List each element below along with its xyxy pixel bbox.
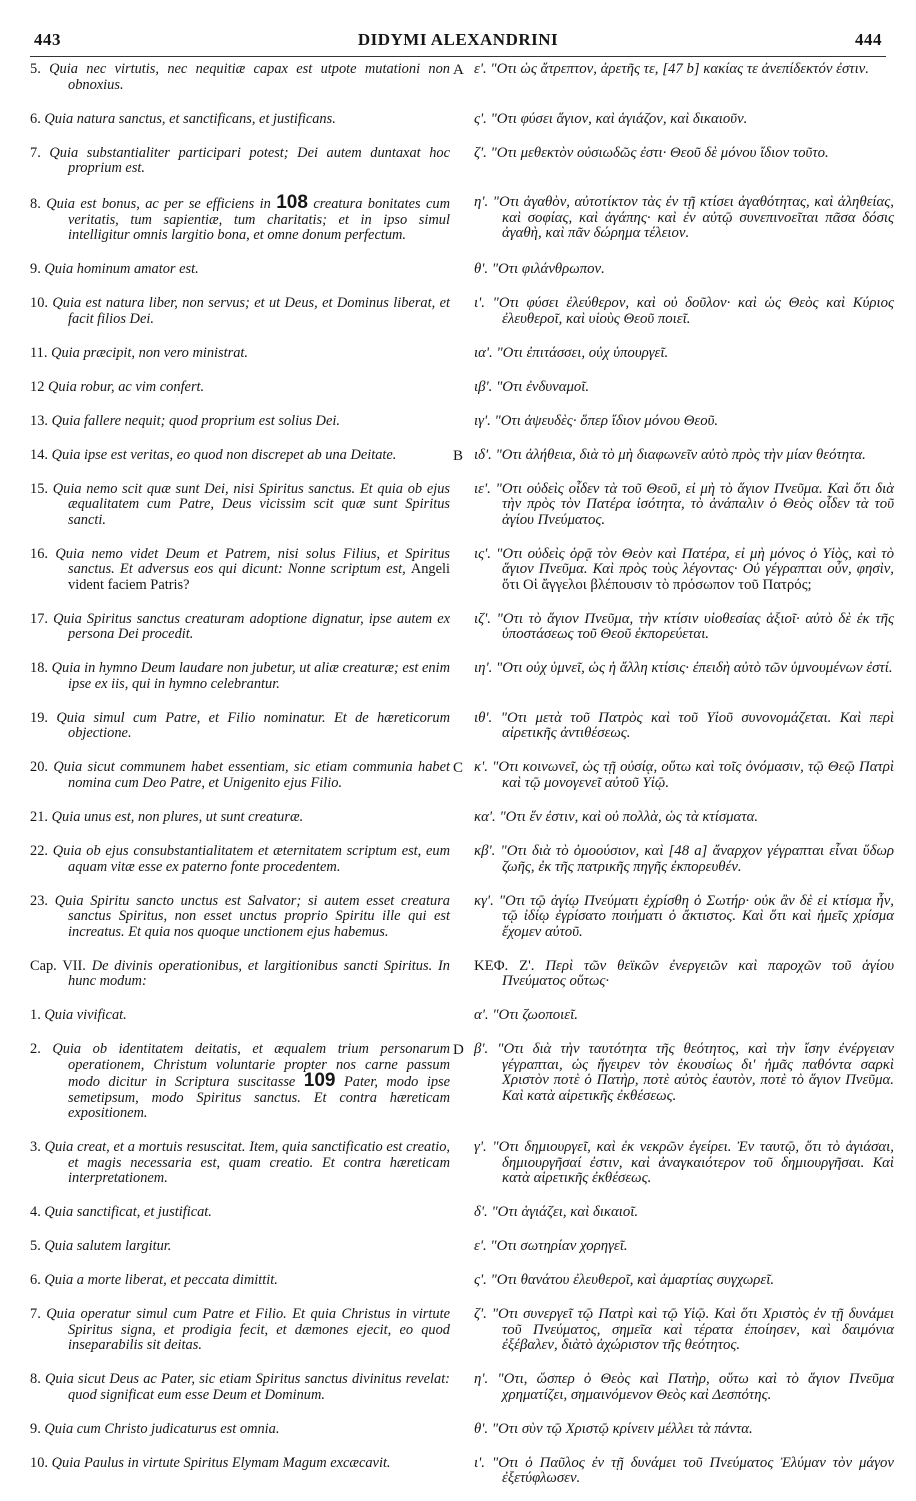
entry-row <box>30 1422 894 1438</box>
latin-entry <box>30 1456 450 1472</box>
latin-entry <box>30 612 450 643</box>
latin-entry-text: Quia natura sanctus, et sanctificans, et justificans. <box>44 110 336 127</box>
entry-row <box>30 380 894 396</box>
latin-entry-text: Quia salutem largitur. <box>44 1238 172 1255</box>
latin-entry-text: Quia a morte liberat, et peccata dimittit. <box>44 1272 278 1289</box>
greek-entry-number: ι'. <box>474 1454 485 1471</box>
latin-entry-number: 20. <box>30 759 48 776</box>
greek-entry-text: "Οτι οὐχ ὑμνεῖ, ὡς ἡ ἄλλη κτίσις· ἐπειδὴ αὐτὸ τῶν ὑμνουμένων ἐστί. <box>496 660 893 677</box>
latin-chapter-heading <box>30 959 450 990</box>
greek-entry-text: "Οτι φιλάνθρωπον. <box>491 261 605 278</box>
latin-entry-number: 5. <box>30 1238 41 1255</box>
latin-entry <box>30 894 450 941</box>
latin-entry-number: 4. <box>30 1204 41 1221</box>
greek-entry-number: ς'. <box>474 1272 487 1289</box>
latin-entry <box>30 844 450 875</box>
latin-entry <box>30 1372 450 1403</box>
latin-entry-number: 9. <box>30 1420 41 1437</box>
latin-entry <box>30 760 450 791</box>
greek-entry-number: ς'. <box>474 110 487 127</box>
latin-entry <box>30 448 450 464</box>
greek-entry-number: ε'. <box>474 1238 487 1255</box>
latin-entry-text: Quia nemo scit quæ sunt Dei, nisi Spiritus sanctus. Et quia ob ejus æqualitatem cum Patre, Deus vicissim scit quæ sunt Spiritus sancti. <box>52 480 450 528</box>
latin-entry-number: 16. <box>30 545 48 562</box>
latin-entry-number: 8. <box>30 196 41 213</box>
entry-row <box>30 448 894 464</box>
greek-entry-number: ιζ'. <box>474 610 491 627</box>
greek-entry-number: ιθ'. <box>474 709 493 726</box>
entry-row <box>30 112 894 128</box>
latin-entry-text: Quia sicut communem habet essentiam, sic etiam communia habet nomina cum Deo Patre, et Unigenito ejus Filio. <box>53 759 450 791</box>
latin-entry-number: 22. <box>30 843 48 860</box>
entry-row <box>30 346 894 362</box>
latin-entry-number: 8. <box>30 1371 41 1388</box>
entry-row <box>30 414 894 430</box>
latin-entry-number: 13. <box>30 412 48 429</box>
latin-entry-number: 17. <box>30 610 48 627</box>
greek-entry-number: ε'. <box>474 61 487 77</box>
latin-entry <box>30 346 450 362</box>
greek-entry-number: β'. <box>474 1041 489 1058</box>
latin-entry <box>30 810 450 826</box>
greek-entry-text: "Οτι οὐδεὶς οἶδεν τὰ τοῦ Θεοῦ, εἰ μὴ τὸ ἅγιον Πνεῦμα. Καὶ ὅτι διὰ τὴν πρὸς τὸν Πατέρα ἰσότητα, τὸ ἀνάπαλιν ὁ Θεὸς οἶδεν τὰ τοῦ ἁγίου Πνεύματος. <box>495 480 895 528</box>
greek-entry <box>474 1239 894 1255</box>
greek-entry <box>474 844 894 875</box>
entry-row <box>30 894 894 941</box>
entry-row <box>30 711 894 742</box>
running-header <box>30 30 886 57</box>
greek-entry <box>474 448 894 464</box>
latin-entry <box>30 146 450 177</box>
latin-entry <box>30 661 450 692</box>
greek-entry-number: ιδ'. <box>474 446 492 463</box>
entry-row <box>30 62 894 93</box>
greek-entry-number: ΚΕΦ. Ζ'. <box>474 957 535 974</box>
greek-entry <box>474 1456 894 1487</box>
greek-entry <box>474 146 894 162</box>
entry-row <box>30 1205 894 1221</box>
page-number-right: 444 <box>855 30 882 49</box>
latin-entry-number: 7. <box>30 144 41 161</box>
greek-entry-text: "Οτι σωτηρίαν χορηγεῖ. <box>490 1238 628 1255</box>
latin-entry <box>30 262 450 278</box>
entry-row <box>30 1372 894 1403</box>
latin-entry-number: 21. <box>30 809 48 825</box>
greek-entry-number: ιη'. <box>474 660 493 677</box>
latin-entry-text: Quia substantialiter participari potest; Dei autem duntaxat hoc proprium est. <box>49 144 450 177</box>
greek-entry-number: α'. <box>474 1007 489 1024</box>
latin-entry-number: 19. <box>30 709 48 726</box>
latin-entry <box>30 1205 450 1221</box>
latin-entry <box>30 1239 450 1255</box>
latin-entry-number: 7. <box>30 1306 41 1323</box>
greek-entry <box>474 810 894 826</box>
greek-entry-text: "Οτι τῷ ἁγίῳ Πνεύματι ἐχρίσθη ὁ Σωτήρ· οὐκ ἂν δὲ εἰ κτίσμα ἦν, τῷ ἰδίῳ ἐγρίσατο ποιήματι ὁ ἄκτιστος. Καὶ ὅτι καὶ ἡμεῖς χρίσμα ἔχομεν αὐτοῦ. <box>498 892 895 940</box>
greek-entry-number: ιγ'. <box>474 412 491 429</box>
entry-row <box>30 296 894 327</box>
latin-entry-text: Quia est natura liber, non servus; et ut Deus, et Dominus liberat, et facit filios Dei. <box>52 295 450 327</box>
latin-entry-text: Quia simul cum Patre, et Filio nominatur. Et de hæreticorum objectione. <box>56 709 450 742</box>
greek-entry <box>474 1140 894 1187</box>
greek-entry-number: κ'. <box>474 759 488 776</box>
greek-entry <box>474 1042 894 1104</box>
latin-entry-text: Quia Paulus in virtute Spiritus Elymam Magum excæcavit. <box>51 1454 391 1471</box>
page-number-left: 443 <box>34 30 61 49</box>
greek-entry-text: "Οτι ὡς ἄτρεπτον, ἀρετῆς τε, [47 b] κακίας τε ἀνεπίδεκτόν ἐστιν. <box>490 61 869 77</box>
greek-entry-number: ι'. <box>474 295 485 312</box>
entry-row <box>30 262 894 278</box>
entry-row <box>30 760 894 791</box>
greek-entry <box>474 482 894 529</box>
greek-entry-number: ιβ'. <box>474 378 493 395</box>
running-title: DIDYMI ALEXANDRINI <box>357 30 559 49</box>
greek-entry-text: "Οτι τὸ ἅγιον Πνεῦμα, τὴν κτίσιν υἱοθεσίας ἀξιοῖ· αὐτὸ δὲ ἐκ τῆς ὑποστάσεως τοῦ Θεοῦ ἐκπορεύεται. <box>496 610 894 643</box>
latin-entry-number: 3. <box>30 1139 41 1156</box>
greek-entry <box>474 661 894 677</box>
latin-entry-number: 2. <box>30 1041 41 1058</box>
greek-entry-text: "Οτι ἐνδυναμοῖ. <box>496 378 590 395</box>
entry-row <box>30 661 894 692</box>
latin-entry-number: 5. <box>30 61 41 77</box>
latin-entry <box>30 62 450 93</box>
greek-entry-text: "Οτι συνεργεῖ τῷ Πατρὶ καὶ τῷ Υἱῷ. Καὶ ὅτι Χριστὸς ἐν τῇ δυνάμει τοῦ Πνεύματος, σημεῖα καὶ τέρατα ἐποίησεν, καὶ δαιμόνια ἐξέβαλεν, διὰτὸ ἀχώριστον τῆς θεότητος. <box>491 1306 894 1354</box>
greek-entry-text: "Οτι δημιουργεῖ, καὶ ἐκ νεκρῶν ἐγείρει. Ἐν ταυτῷ, ὅτι τὸ ἁγιάσαι, δημιουργῆσαί ἐστιν, καὶ ἀναγκαιότερον τοῦ δημιουργῆσαι. Καὶ κατὰ αἱρετικῆς ἐκθέσεως. <box>492 1139 894 1187</box>
latin-entry-text: Pater, modo ipse semetipsum, modo Spiritus sanctus. Et contra hæreticam expositionem. <box>68 1074 450 1122</box>
latin-entry <box>30 482 450 529</box>
greek-chapter-heading <box>474 959 894 990</box>
greek-entry-number: κα'. <box>474 809 496 825</box>
greek-entry <box>474 414 894 430</box>
greek-entry-text: "Οτι ἀλήθεια, διὰ τὸ μὴ διαφωνεῖν αὐτὸ πρὸς τὴν μίαν θεότητα. <box>495 446 866 463</box>
latin-entry <box>30 414 450 430</box>
greek-entry-text: "Οτι κοινωνεῖ, ὡς τῇ οὐσίᾳ, οὕτω καὶ τοῖς ὀνόμασιν, τῷ Θεῷ Πατρὶ καὶ τῷ μονογενεῖ αὐτοῦ Υἱῷ. <box>492 759 894 791</box>
entry-row <box>30 1042 894 1122</box>
greek-entry <box>474 1372 894 1403</box>
greek-entry <box>474 346 894 362</box>
column-number: 109 <box>303 1070 336 1092</box>
greek-entry-number: ζ'. <box>474 144 487 161</box>
latin-entry-number: 14. <box>30 446 48 463</box>
greek-entry <box>474 711 894 742</box>
latin-entry-text: Quia robur, ac vim confert. <box>48 378 205 395</box>
latin-entry <box>30 112 450 128</box>
entry-row <box>30 192 894 244</box>
margin-letter: D <box>453 1042 464 1059</box>
latin-entry-text: Quia ob identitatem deitatis, et æqualem trium personarum operationem, Christum voluntarie propter nos carne passum modo dicitur in Scriptura suscitasse <box>52 1041 450 1091</box>
greek-entry-text: "Οτι μεθεκτὸν οὐσιωδῶς ἐστι· Θεοῦ δὲ μόνου ἴδιον τοῦτο. <box>490 144 829 161</box>
greek-entry <box>474 296 894 327</box>
greek-entry <box>474 1273 894 1289</box>
greek-entry-text: ὅτι Οἱ ἄγγελοι βλέπουσιν τὸ πρόσωπον τοῦ Πατρός; <box>502 576 812 593</box>
greek-entry <box>474 62 894 78</box>
latin-entry <box>30 1008 450 1024</box>
entry-row <box>30 1140 894 1187</box>
entry-row <box>30 1307 894 1354</box>
latin-entry <box>30 1042 450 1122</box>
greek-entry <box>474 612 894 643</box>
greek-entry <box>474 112 894 128</box>
latin-entry <box>30 380 450 396</box>
greek-entry-number: γ'. <box>474 1139 487 1156</box>
greek-entry-text: "Οτι ἐπιτάσσει, οὐχ ὑπουργεῖ. <box>496 344 669 361</box>
latin-entry <box>30 711 450 742</box>
greek-entry-text: "Οτι διὰ τὴν ταυτότητα τῆς θεότητος, καὶ τὴν ἴσην ἐνέργειαν γέγραπται, ὡς ἤγειρεν τὸν ἑκουσίως δι' ἡμᾶς παθόντα σαρκὶ Χριστὸν ποτὲ ὁ Πατὴρ, ποτὲ αὐτὸς ἑαυτὸν, ποτὲ τὸ ἅγιον Πνεῦμα. Καὶ κατὰ αἱρετικῆς ἐκθέσεως. <box>497 1041 894 1104</box>
greek-entry-text: "Οτι ὁ Παῦλος ἐν τῇ δυνάμει τοῦ Πνεύματος Ἐλύμαν τὸν μάγον ἐξετύφλωσεν. <box>491 1454 894 1487</box>
entry-row <box>30 482 894 529</box>
latin-entry <box>30 296 450 327</box>
latin-entry-number: 15. <box>30 480 48 497</box>
latin-entry <box>30 1273 450 1289</box>
latin-entry-text: Quia est bonus, ac per se efficiens in <box>46 196 271 213</box>
latin-entry-text: Quia sanctificat, et justificat. <box>44 1204 212 1221</box>
latin-entry-number: 12 <box>30 378 45 395</box>
latin-entry-text: Quia nec virtutis, nec nequitiæ capax est utpote mutationi non obnoxius. <box>49 61 450 93</box>
greek-entry <box>474 1422 894 1438</box>
latin-entry-number: 6. <box>30 1272 41 1289</box>
greek-entry-number: κβ'. <box>474 843 496 860</box>
greek-entry-text: "Οτι σὺν τῷ Χριστῷ κρίνειν μέλλει τὰ πάντα. <box>491 1420 753 1437</box>
latin-entry-text: Quia operatur simul cum Patre et Filio. Et quia Christus in virtute Spiritus signa, et prodigia fecit, et dæmones ejecit, eo quod inseparabilis sit deitas. <box>46 1306 450 1354</box>
greek-entry-text: "Οτι θανάτου ἐλευθεροῖ, καὶ ἁμαρτίας συγχωρεῖ. <box>490 1272 775 1289</box>
latin-entry <box>30 1307 450 1354</box>
greek-entry-number: κγ'. <box>474 892 494 909</box>
greek-entry-text: "Οτι ζωοποιεῖ. <box>492 1007 578 1024</box>
entry-row <box>30 844 894 875</box>
greek-entry-number: θ'. <box>474 1420 489 1437</box>
greek-entry <box>474 1008 894 1024</box>
greek-entry-text: "Οτι ἀψευδὲς· ὅπερ ἴδιον μόνου Θεοῦ. <box>494 412 719 429</box>
latin-entry-text: Quia præcipit, non vero ministrat. <box>51 344 249 361</box>
greek-entry-number: η'. <box>474 194 489 211</box>
latin-entry-text: Quia hominum amator est. <box>44 261 199 278</box>
greek-entry <box>474 1307 894 1354</box>
greek-entry <box>474 547 894 594</box>
greek-entry <box>474 760 894 791</box>
greek-entry <box>474 262 894 278</box>
greek-entry-text: "Οτι ἀγαθὸν, αὐτοτίκτον τὰς ἐν τῇ κτίσει ἀγαθότητας, καὶ ἀληθείας, καὶ σοφίας, καὶ ἀγάπης· καὶ ἐν αὐτῷ συνεπινοεῖται πᾶσα δόσις ἀγαθὴ, καὶ πᾶν δώρημα τέλειον. <box>492 194 894 242</box>
latin-entry-text: Quia Spiritu sancto unctus est Salvator; si autem esset creatura sanctus Spiritus, non esset unctus proprio Spiritu ille qui est increatus. Et quia nos quoque unctionem ejus habemus. <box>54 892 450 940</box>
entry-row <box>30 146 894 177</box>
latin-entry-number: 10. <box>30 1454 48 1471</box>
latin-entry-number: 1. <box>30 1007 41 1024</box>
latin-entry-text: Angeli vident faciem Patris? <box>68 561 450 593</box>
latin-entry-text: Quia in hymno Deum laudare non jubetur, ut aliæ creaturæ; est enim ipse ex iis, qui in hymno celebrantur. <box>51 660 450 692</box>
margin-letter: A <box>453 62 464 78</box>
latin-entry-text: Quia fallere nequit; quod proprium est solius Dei. <box>51 412 340 429</box>
latin-entry-text: Quia cum Christo judicaturus est omnia. <box>44 1420 280 1437</box>
latin-entry-text: Quia ipse est veritas, eo quod non discrepet ab una Deitate. <box>51 446 397 463</box>
greek-entry <box>474 894 894 941</box>
latin-entry-number: 11. <box>30 344 48 361</box>
latin-entry <box>30 1140 450 1187</box>
greek-entry-text: Περὶ τῶν θεϊκῶν ἐνεργειῶν καὶ παροχῶν τοῦ ἁγίου Πνεύματος οὕτως· <box>502 957 895 990</box>
column-number: 108 <box>276 192 308 214</box>
entry-row <box>30 1456 894 1487</box>
greek-entry-text: "Οτι οὐδεὶς ὁρᾷ τὸν Θεὸν καὶ Πατέρα, εἰ μὴ μόνος ὁ Υἱὸς, καὶ τὸ ἅγιον Πνεῦμα. Καὶ πρὸς τοὺς λέγοντας· Οὐ γέγραπται οὖν, φησὶν, <box>496 545 894 578</box>
greek-entry-number: η'. <box>474 1371 489 1388</box>
greek-entry <box>474 1205 894 1221</box>
latin-entry <box>30 547 450 594</box>
latin-entry-text: creatura bonitates cum veritatis, tum sapientiæ, tum charitatis; et in ipso simul intelligitur omnis largitio bona, et omne donum perfectum. <box>68 196 450 244</box>
latin-entry-number: Cap. VII. <box>30 957 86 974</box>
latin-entry-text: Quia sicut Deus ac Pater, sic etiam Spiritus sanctus divinitus revelat: quod significat eum esse Deum et Dominum. <box>45 1371 450 1403</box>
latin-entry-text: De divinis operationibus, et largitionibus sancti Spiritus. In hunc modum: <box>68 957 450 990</box>
entry-row <box>30 1273 894 1289</box>
greek-entry-text: "Οτι ἕν ἐστιν, καὶ οὐ πολλὰ, ὡς τὰ κτίσματα. <box>499 809 759 825</box>
greek-entry <box>474 380 894 396</box>
latin-entry-number: 6. <box>30 110 41 127</box>
greek-entry-text: "Οτι διὰ τὸ ὁμοούσιον, καὶ [48 a] ἄναρχον γέγραπται εἶναι ὕδωρ ζωῆς, ἐκ τῆς πατρικῆς πηγῆς ἐκπορευθέν. <box>500 843 894 875</box>
entry-row <box>30 959 894 990</box>
latin-entry-text: Quia creat, et a mortuis resuscitat. Item, quia sanctificatio est creatio, et magis necessaria est, quam creatio. Et contra hæreticam interpretationem. <box>44 1139 450 1187</box>
greek-entry-number: ζ'. <box>474 1306 487 1323</box>
greek-entry-number: ις'. <box>474 545 491 562</box>
entry-row <box>30 612 894 643</box>
greek-entry <box>474 195 894 242</box>
latin-entry-number: 23. <box>30 892 48 909</box>
entry-row <box>30 1008 894 1024</box>
latin-entry-text: Quia nemo videt Deum et Patrem, nisi solus Filius, et Spiritus sanctus. Et adversus eos qui dicunt: Nonne scriptum est, <box>55 545 450 578</box>
greek-entry-text: "Οτι ἁγιάζει, καὶ δικαιοῖ. <box>491 1204 639 1221</box>
parallel-text <box>30 62 894 1487</box>
latin-entry-number: 9. <box>30 261 41 278</box>
greek-entry-text: "Οτι, ὥσπερ ὁ Θεὸς καὶ Πατὴρ, οὕτω καὶ τὸ ἅγιον Πνεῦμα χρηματίζει, σημαινόμενον Θεὸς καὶ Δεσπότης. <box>497 1371 894 1403</box>
greek-entry-number: θ'. <box>474 261 489 278</box>
greek-entry-text: "Οτι φύσει ἐλεύθερον, καὶ οὐ δοῦλον· καὶ ὡς Θεὸς καὶ Κύριος ἐλευθεροῖ, καὶ υἱοὺς Θεοῦ ποιεῖ. <box>492 295 894 327</box>
latin-entry-number: 10. <box>30 295 48 312</box>
greek-entry-number: δ'. <box>474 1204 488 1221</box>
latin-entry <box>30 1422 450 1438</box>
entry-row <box>30 810 894 826</box>
greek-entry-text: "Οτι φύσει ἅγιον, καὶ ἁγιάζον, καὶ δικαιοῦν. <box>490 110 748 127</box>
entry-row <box>30 1239 894 1255</box>
greek-entry-number: ια'. <box>474 344 493 361</box>
entry-row <box>30 547 894 594</box>
latin-entry <box>30 192 450 244</box>
margin-letter: C <box>453 760 464 777</box>
greek-entry-text: "Οτι μετὰ τοῦ Πατρὸς καὶ τοῦ Υἱοῦ συνονομάζεται. Καὶ περὶ αἱρετικῆς ἀντιθέσεως. <box>500 709 895 742</box>
latin-entry-text: Quia ob ejus consubstantialitatem et æternitatem scriptum est, eum aquam vitæ esse ex paterno fonte procedentem. <box>52 843 450 875</box>
latin-entry-number: 18. <box>30 660 48 677</box>
latin-entry-text: Quia vivificat. <box>44 1007 127 1024</box>
latin-entry-text: Quia Spiritus sanctus creaturam adoptione dignatur, ipse autem ex persona Dei procedit. <box>53 610 451 643</box>
margin-letter: B <box>453 447 464 464</box>
latin-entry-text: Quia unus est, non plures, ut sunt creaturæ. <box>51 809 304 825</box>
greek-entry-number: ιε'. <box>474 480 491 497</box>
